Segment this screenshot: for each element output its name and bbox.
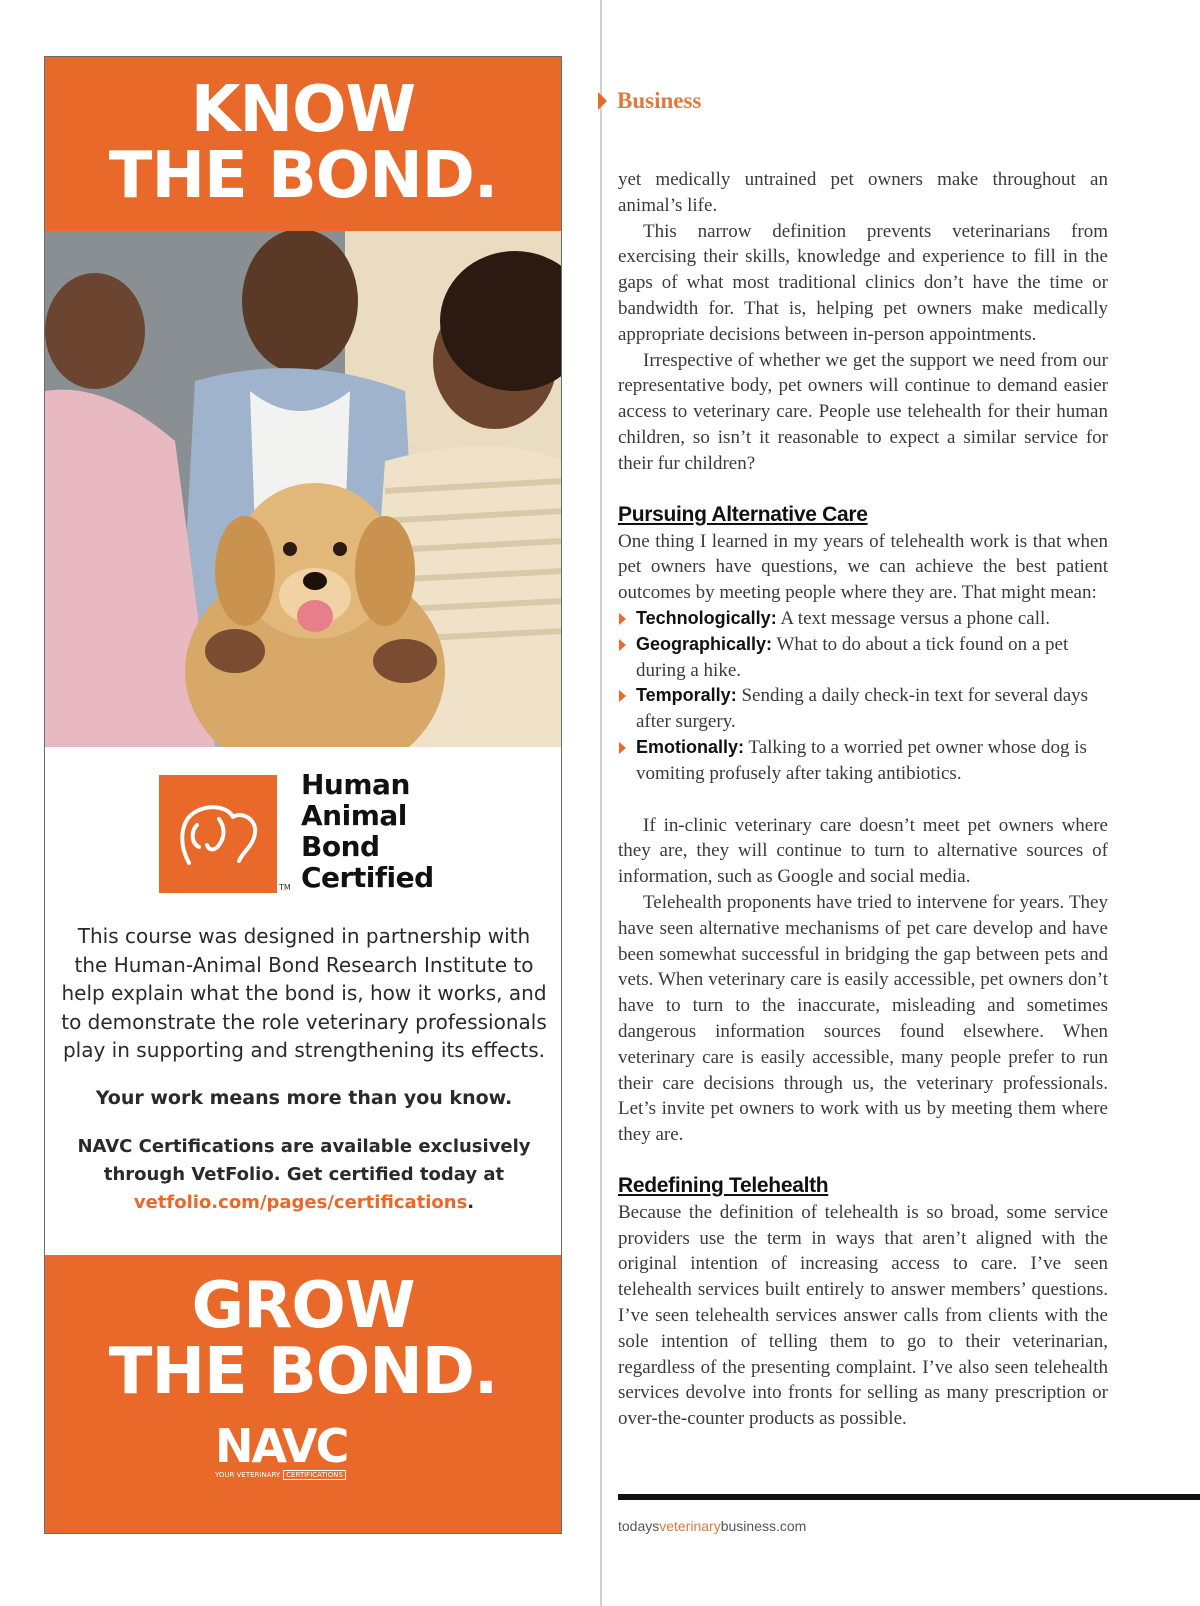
ad-tagline: Your work means more than you know. [95,1086,513,1109]
bullet-text: Sending a daily check-in text for several days after surgery. [636,685,1089,733]
advertisement [44,56,562,1534]
bullet-arrow-icon [619,690,626,702]
footer-url-part: todays [618,1518,660,1534]
ad-top-banner [45,57,561,231]
ad-headline-bottom-line1: GROW [191,1269,415,1343]
ad-cta-text: NAVC Certifications are available exclusively through VetFolio. Get certified today at [77,1135,531,1185]
ad-bottom-banner [45,1255,561,1534]
ad-headline-top-line2: THE BOND. [108,139,498,213]
footer-rule [618,1494,1200,1500]
logo-line-certified: Certified [301,861,434,894]
article-paragraph: yet medically untrained pet owners make throughout an animal’s life. [618,169,1108,216]
bullet-text: A text message versus a phone call. [776,607,1051,629]
article-body [618,167,1108,1432]
article-paragraph: This narrow definition prevents veterinarians from exercising their skills, knowledge and experience to fill in the gaps of what most traditional clinics don’t have the time or bandwidth for. That is, helping pet owners make medically appropriate decisions between in-person appointments. [618,220,1108,345]
ad-cta-link[interactable]: vetfolio.com/pages/certifications [133,1191,468,1213]
ad-description: This course was designed in partnership with the Human-Animal Bond Research Institute to help explain what the bond is, how it works, and to demonstrate the role veterinary professionals play in supporting and strengthening its effects. [61,924,547,1062]
navc-subline [215,1471,381,1479]
list-item [618,735,1108,787]
ad-headline-top [45,57,561,213]
logo-line-human: Human [301,768,410,801]
trademark-label: TM [279,883,291,892]
human-dog-profile-icon [159,775,277,893]
subheading-redefining-telehealth: Redefining Telehealth [618,1173,829,1197]
ad-headline-bottom [45,1255,561,1409]
logo-line-bond: Bond [301,830,380,863]
article-paragraph: Because the definition of telehealth is so broad, some service providers use the term in ways that aren’t aligned with the original intention of increasing access to care. I’ve seen telehealth services built entirely to answer members’ questions. I’ve seen telehealth services answer calls from clients with the sole intention of telling them to go to their veterinarian, regardless of the presenting complaint. I’ve also seen telehealth services devolve into fronts for selling as many prescription or over-the-counter products as possible. [618,1201,1108,1430]
ad-cta [59,1133,549,1217]
article-paragraph: Irrespective of whether we get the support we need from our representative body, pet owners will continue to demand easier access to veterinary care. People use telehealth for their human children, so isn’t it reasonable to expect a similar service for their fur children? [618,349,1108,474]
bullet-arrow-icon [619,639,626,651]
list-item [618,606,1108,632]
navc-sub-text: YOUR VETERINARY [215,1471,281,1479]
navc-sub-box: CERTIFICATIONS [283,1470,346,1480]
ad-headline-bottom-line2: THE BOND. [108,1335,498,1409]
navc-wordmark: NAVC [215,1419,348,1473]
bullet-text: Talking to a worried pet owner whose dog is vomiting profusely after taking antibiotics. [636,736,1087,784]
ad-body [59,922,549,1217]
bullet-term: Geographically: [636,633,773,654]
habc-logo [159,768,459,897]
bullet-term: Technologically: [636,607,777,628]
bullet-arrow-icon [619,742,626,754]
list-item [618,683,1108,735]
subheading-pursuing-alternative-care: Pursuing Alternative Care [618,502,868,526]
bullet-term: Emotionally: [636,736,745,757]
section-arrow-icon [598,92,607,110]
habc-logo-mark [159,775,277,893]
article-paragraph: Telehealth proponents have tried to intervene for years. They have seen alternative mechanisms of pet care develop and have been somewhat successful in bridging the gap between pets and vets. When veterinary care is easily accessible, pet owners don’t have to turn to the inaccurate, misleading and sometimes dangerous information sources found elsewhere. When veterinary care is easily accessible, many people prefer to run their care decisions through us, the veterinary professionals. Let’s invite pet owners to work with us by meeting them where they are. [618,891,1108,1146]
section-label-text: Business [617,88,702,113]
column-divider [600,0,602,1606]
section-label [598,88,701,114]
ad-photo [45,231,561,747]
bullet-list [618,606,1108,787]
navc-logo [215,1419,381,1483]
bullet-arrow-icon [619,613,626,625]
bullet-term: Temporally: [636,685,737,706]
logo-line-animal: Animal [301,799,407,832]
family-dog-illustration [45,231,561,747]
footer-url[interactable] [618,1518,806,1534]
ad-cta-period: . [467,1191,475,1213]
footer-url-part: business.com [720,1518,807,1534]
ad-headline-top-line1: KNOW [190,73,416,147]
article-paragraph: If in-clinic veterinary care doesn’t meet pet owners where they are, they will continue to turn to alternative sources of information, such as Google and social media. [618,814,1108,888]
bullet-text: What to do about a tick found on a pet during a hike. [636,633,1069,681]
article-paragraph: One thing I learned in my years of telehealth work is that when pet owners have questions, we can achieve the best patient outcomes by meeting people where they are. That might mean: [618,530,1108,604]
habc-logo-text [301,769,434,893]
list-item [618,632,1108,684]
footer-url-accent: veterinary [659,1518,721,1534]
